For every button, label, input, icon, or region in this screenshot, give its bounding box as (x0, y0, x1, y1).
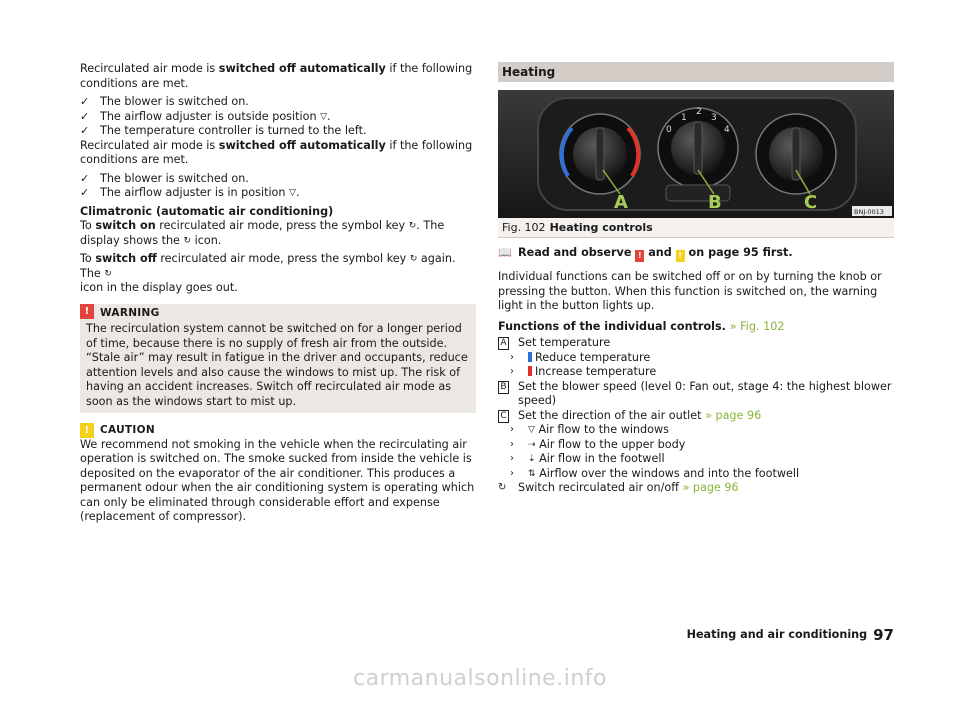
control-label-b: B (498, 381, 509, 394)
page-number: 97 (873, 626, 894, 644)
recirculation-icon: ↻ (408, 221, 417, 231)
list-item: › ▽ Air flow to the windows (510, 423, 669, 436)
function-row-b: B Set the blower speed (level 0: Fan out, stage 4: the highest blower speed) (498, 380, 894, 409)
function-row-c: C Set the direction of the air outlet » page 96 (498, 409, 894, 424)
footwell-airflow-icon: ⇣ (528, 454, 536, 464)
blower-mark-1: 1 (681, 113, 687, 123)
list-item: ✓ The blower is switched on. (80, 95, 249, 108)
functions-list (498, 336, 894, 496)
control-label-c: C (498, 410, 509, 423)
page-footer (687, 628, 894, 645)
check-icon: ✓ (80, 124, 90, 137)
section-title: Heating (498, 62, 894, 82)
caution-text: We recommend not smoking in the vehicle when the recirculating air operation is switched on. The smoke sucked from inside the vehicle is deposited on the evaporator of the air conditioner. This produces a permanent odour when the air conditioning system is operating which can only be eliminated through considerable effort and expense (replacement of compressor). (80, 437, 475, 523)
warning-icon: ! (635, 250, 644, 262)
page-link[interactable]: » page 96 (705, 408, 762, 422)
chevron-right-icon: › (510, 424, 514, 435)
figure-label-b: B (708, 192, 722, 213)
list-item: ✓ The blower is switched on. (80, 171, 249, 185)
recirculation-icon: ↻ (409, 254, 418, 264)
switch-on-paragraph: To switch on recirculated air mode, press the symbol key ↻. The display shows the ↻ icon. (80, 219, 445, 247)
switch-off-paragraph: To switch off recirculated air mode, press the symbol key ↻ again. The ↻ icon in the display goes out. (80, 252, 456, 294)
blower-mark-3: 3 (711, 113, 717, 123)
list-item: › Increase temperature (510, 365, 657, 378)
caution-icon: ! (676, 250, 685, 262)
figure-label-a: A (614, 192, 628, 213)
figure-label-c: C (804, 192, 818, 213)
list-item: › ⇢ Air flow to the upper body (510, 437, 686, 451)
page-link[interactable]: » page 96 (682, 481, 739, 494)
heating-controls-illustration (498, 90, 894, 218)
chevron-right-icon: › (510, 467, 514, 479)
condition-list-2 (80, 172, 476, 201)
figure-link[interactable]: » Fig. 102 (729, 319, 785, 333)
book-icon: 📖 (498, 246, 512, 259)
auto-off-paragraph-1: Recirculated air mode is switched off automatically if the following conditions are met. (80, 62, 473, 90)
list-item: › ⇣ Air flow in the footwell (510, 452, 665, 465)
read-and-observe: 📖 Read and observe ! and ! on page 95 first. (498, 246, 793, 260)
upper-body-airflow-icon: ⇢ (528, 439, 536, 450)
function-row-recirculation: ↻ Switch recirculated air on/off » page 96 (498, 481, 739, 494)
blower-mark-0: 0 (666, 125, 672, 135)
windscreen-airflow-icon: ▽ (528, 425, 535, 435)
recirculation-icon: ↻ (498, 482, 507, 493)
list-item: ✓ The airflow adjuster is outside position ▽. (80, 109, 331, 123)
condition-list-1 (80, 95, 476, 139)
watermark: carmanualsonline.info (353, 666, 607, 691)
functions-heading: Functions of the individual controls. » Fig. 102 (498, 319, 785, 333)
recirculation-icon: ↻ (183, 235, 192, 246)
figure-caption: Fig. 102 Heating controls (498, 218, 894, 238)
left-column (80, 62, 476, 525)
climatronic-heading: Climatronic (automatic air conditioning) (80, 204, 334, 218)
check-icon: ✓ (80, 171, 90, 185)
blower-mark-2: 2 (696, 107, 702, 117)
list-item: ✓ The airflow adjuster is in position ▽. (80, 186, 300, 199)
warning-box (80, 304, 476, 414)
warning-text: The recirculation system cannot be switched on for a longer period of time, because there is no supply of fresh air from the outside. “Stale air” may result in fatigue in the driver and occupants, reduce attention levels and also cause the windows to mist up. The risk of having an accident increases. Switch off recirculated air mode as soon as the windows start to mist up. (86, 322, 468, 408)
windscreen-airflow-icon: ▽ (320, 111, 328, 122)
function-row-a: A Set temperature (498, 336, 894, 351)
list-item: › Reduce temperature (510, 350, 651, 364)
list-item: ✓ The temperature controller is turned to the left. (80, 124, 367, 137)
recirculation-icon: ↻ (104, 268, 112, 279)
blower-mark-4: 4 (724, 125, 730, 135)
control-label-a: A (498, 337, 509, 350)
windscreen-airflow-icon: ▽ (289, 188, 296, 198)
caution-heading: ! CAUTION (80, 423, 476, 438)
warning-heading: ! WARNING (80, 304, 476, 322)
right-column (498, 62, 894, 496)
windscreen-footwell-airflow-icon: ⇅ (528, 468, 536, 479)
chevron-right-icon: › (510, 438, 514, 450)
cold-indicator-icon (528, 352, 532, 362)
check-icon: ✓ (80, 109, 90, 123)
check-icon: ✓ (80, 186, 90, 199)
chapter-title: Heating and air conditioning (686, 628, 868, 641)
heating-controls-figure (498, 90, 894, 218)
warning-icon: ! (80, 304, 94, 319)
check-icon: ✓ (80, 95, 90, 108)
caution-icon: ! (80, 423, 94, 438)
list-item: › ⇅ Airflow over the windows and into the footwell (510, 466, 800, 480)
chevron-right-icon: › (510, 453, 514, 464)
chevron-right-icon: › (510, 351, 514, 363)
auto-off-paragraph-2: Recirculated air mode is switched off automatically if the following conditions are met. (80, 138, 473, 166)
figure-code: BNJ-0013 (854, 208, 884, 216)
intro-paragraph: Individual functions can be switched off or on by turning the knob or pressing the button. When this function is switched on, the warning light in the button lights up. (498, 270, 882, 312)
hot-indicator-icon (528, 366, 532, 376)
chevron-right-icon: › (510, 366, 514, 377)
